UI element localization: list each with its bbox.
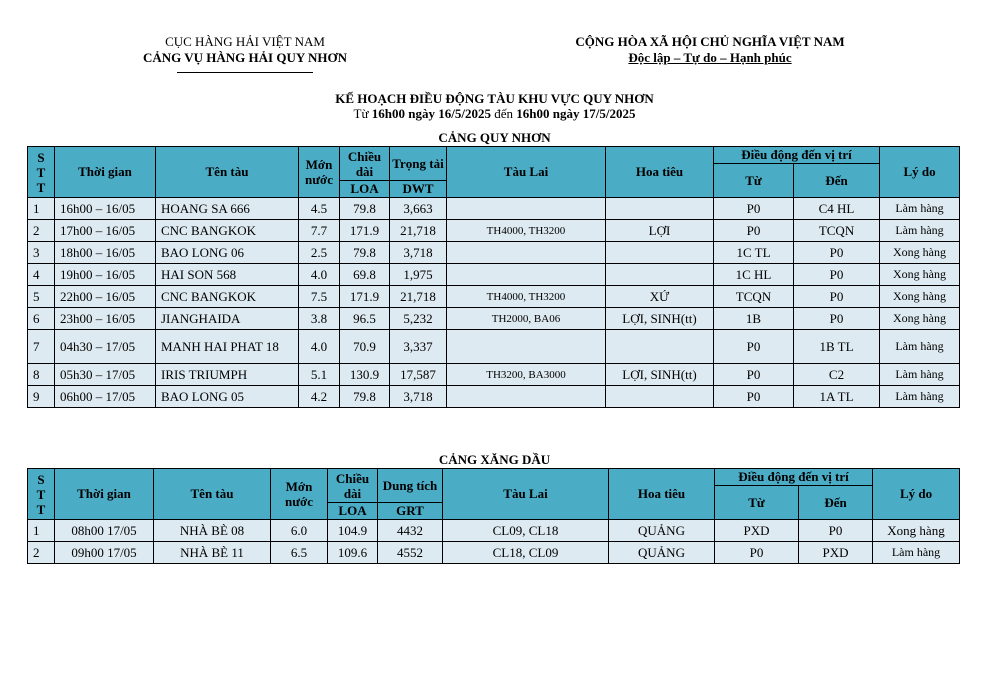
col-tug: Tàu Lai <box>443 469 609 520</box>
pilot-cell <box>606 242 714 264</box>
col-draft: Mớn nước <box>299 147 340 198</box>
ship-name-cell: CNC BANGKOK <box>156 220 299 242</box>
col-length: Chiều dài <box>328 469 378 503</box>
draft-cell: 4.0 <box>299 264 340 286</box>
col-tonnage-unit: DWT <box>390 181 447 198</box>
stt-cell: 9 <box>28 386 55 408</box>
time-cell: 16h00 – 16/05 <box>55 198 156 220</box>
pilot-cell: QUẢNG <box>609 542 715 564</box>
loa-cell: 104.9 <box>328 520 378 542</box>
tug-cell <box>447 330 606 364</box>
tug-cell <box>447 198 606 220</box>
tug-cell: TH2000, BA06 <box>447 308 606 330</box>
from-cell: P0 <box>715 542 799 564</box>
from-cell: 1C HL <box>714 264 794 286</box>
grt-cell: 4432 <box>378 520 443 542</box>
subtitle-prefix: Từ <box>353 106 372 121</box>
table-row <box>28 386 960 408</box>
ship-name-cell: HOANG SA 666 <box>156 198 299 220</box>
pilot-cell: XỨ <box>606 286 714 308</box>
port1-title: CẢNG QUY NHƠN <box>438 130 551 145</box>
to-cell: PXD <box>799 542 873 564</box>
table-row <box>28 242 960 264</box>
tug-cell <box>447 386 606 408</box>
col-to: Đến <box>799 486 873 520</box>
reason-cell: Làm hàng <box>880 220 960 242</box>
port1-table <box>27 146 960 408</box>
col-tug: Tàu Lai <box>447 147 606 198</box>
to-cell: 1A TL <box>794 386 880 408</box>
tug-cell <box>447 242 606 264</box>
reason-cell: Xong hàng <box>880 242 960 264</box>
col-pilot: Hoa tiêu <box>609 469 715 520</box>
col-reason: Lý do <box>880 147 960 198</box>
grt-cell: 4552 <box>378 542 443 564</box>
pilot-cell <box>606 330 714 364</box>
time-cell: 22h00 – 16/05 <box>55 286 156 308</box>
time-cell: 09h00 17/05 <box>55 542 154 564</box>
pilot-cell: LỢI <box>606 220 714 242</box>
col-stt: S T T <box>28 147 55 198</box>
subtitle-to: 16h00 ngày 17/5/2025 <box>516 106 636 121</box>
tug-cell: CL09, CL18 <box>443 520 609 542</box>
from-cell: P0 <box>714 386 794 408</box>
stt-cell: 4 <box>28 264 55 286</box>
from-cell: TCQN <box>714 286 794 308</box>
table-row <box>28 264 960 286</box>
ship-name-cell: IRIS TRIUMPH <box>156 364 299 386</box>
reason-cell: Làm hàng <box>880 330 960 364</box>
pilot-cell <box>606 198 714 220</box>
subtitle-from: 16h00 ngày 16/5/2025 <box>371 106 491 121</box>
agency-name: CỤC HÀNG HẢI VIỆT NAM <box>165 34 325 49</box>
table-row <box>28 308 960 330</box>
draft-cell: 2.5 <box>299 242 340 264</box>
loa-cell: 171.9 <box>340 220 390 242</box>
to-cell: P0 <box>794 308 880 330</box>
col-ship: Tên tàu <box>154 469 271 520</box>
document-title: KẾ HOẠCH ĐIỀU ĐỘNG TÀU KHU VỰC QUY NHƠN <box>335 91 654 106</box>
stt-cell: 8 <box>28 364 55 386</box>
loa-cell: 79.8 <box>340 242 390 264</box>
stt-cell: 6 <box>28 308 55 330</box>
time-cell: 06h00 – 17/05 <box>55 386 156 408</box>
to-cell: P0 <box>794 286 880 308</box>
col-reason: Lý do <box>873 469 960 520</box>
stt-cell: 5 <box>28 286 55 308</box>
to-cell: C2 <box>794 364 880 386</box>
port-authority-name: CẢNG VỤ HÀNG HẢI QUY NHƠN <box>142 50 348 65</box>
stt-cell: 1 <box>28 520 55 542</box>
reason-cell: Xong hàng <box>873 520 960 542</box>
reason-cell: Xong hàng <box>880 308 960 330</box>
col-pilot: Hoa tiêu <box>606 147 714 198</box>
to-cell: C4 HL <box>794 198 880 220</box>
reason-cell: Làm hàng <box>880 364 960 386</box>
tug-cell: TH3200, BA3000 <box>447 364 606 386</box>
table-row <box>28 364 960 386</box>
dwt-cell: 3,663 <box>390 198 447 220</box>
loa-cell: 130.9 <box>340 364 390 386</box>
ship-name-cell: MANH HAI PHAT 18 <box>156 330 299 364</box>
col-length: Chiều dài <box>340 147 390 181</box>
col-stt: S T T <box>28 469 55 520</box>
col-length-unit: LOA <box>328 503 378 520</box>
dwt-cell: 21,718 <box>390 286 447 308</box>
draft-cell: 4.0 <box>299 330 340 364</box>
table-row <box>28 220 960 242</box>
col-time: Thời gian <box>55 147 156 198</box>
to-cell: P0 <box>794 242 880 264</box>
draft-cell: 6.5 <box>271 542 328 564</box>
header-divider <box>177 72 313 73</box>
ship-name-cell: NHÀ BÈ 11 <box>154 542 271 564</box>
draft-cell: 6.0 <box>271 520 328 542</box>
loa-cell: 69.8 <box>340 264 390 286</box>
reason-cell: Làm hàng <box>873 542 960 564</box>
table-row <box>28 520 960 542</box>
from-cell: P0 <box>714 220 794 242</box>
reason-cell: Làm hàng <box>880 198 960 220</box>
table-row <box>28 330 960 364</box>
pilot-cell: LỢI, SINH(tt) <box>606 308 714 330</box>
from-cell: 1C TL <box>714 242 794 264</box>
dwt-cell: 17,587 <box>390 364 447 386</box>
loa-cell: 171.9 <box>340 286 390 308</box>
to-cell: TCQN <box>794 220 880 242</box>
loa-cell: 79.8 <box>340 198 390 220</box>
time-cell: 04h30 – 17/05 <box>55 330 156 364</box>
loa-cell: 79.8 <box>340 386 390 408</box>
draft-cell: 7.5 <box>299 286 340 308</box>
col-tonnage: Trọng tải <box>390 147 447 181</box>
tug-cell: CL18, CL09 <box>443 542 609 564</box>
to-cell: 1B TL <box>794 330 880 364</box>
col-ship: Tên tàu <box>156 147 299 198</box>
tug-cell <box>447 264 606 286</box>
dwt-cell: 3,718 <box>390 242 447 264</box>
country-name: CỘNG HÒA XÃ HỘI CHỦ NGHĨA VIỆT NAM <box>575 34 845 49</box>
table-row <box>28 198 960 220</box>
time-cell: 17h00 – 16/05 <box>55 220 156 242</box>
ship-name-cell: NHÀ BÈ 08 <box>154 520 271 542</box>
stt-cell: 2 <box>28 542 55 564</box>
document-subtitle <box>0 106 989 122</box>
national-motto: Độc lập – Tự do – Hạnh phúc <box>628 50 792 65</box>
from-cell: P0 <box>714 198 794 220</box>
col-to: Đến <box>794 164 880 198</box>
time-cell: 23h00 – 16/05 <box>55 308 156 330</box>
col-capacity: Dung tích <box>378 469 443 503</box>
stt-cell: 1 <box>28 198 55 220</box>
pilot-cell <box>606 264 714 286</box>
from-cell: P0 <box>714 364 794 386</box>
from-cell: 1B <box>714 308 794 330</box>
ship-name-cell: CNC BANGKOK <box>156 286 299 308</box>
reason-cell: Làm hàng <box>880 386 960 408</box>
tug-cell: TH4000, TH3200 <box>447 286 606 308</box>
loa-cell: 70.9 <box>340 330 390 364</box>
col-from: Từ <box>714 164 794 198</box>
time-cell: 19h00 – 16/05 <box>55 264 156 286</box>
col-length-unit: LOA <box>340 181 390 198</box>
dwt-cell: 3,337 <box>390 330 447 364</box>
tug-cell: TH4000, TH3200 <box>447 220 606 242</box>
draft-cell: 4.5 <box>299 198 340 220</box>
reason-cell: Xong hàng <box>880 286 960 308</box>
agency-header <box>120 34 370 73</box>
ship-name-cell: BAO LONG 06 <box>156 242 299 264</box>
dwt-cell: 1,975 <box>390 264 447 286</box>
stt-cell: 2 <box>28 220 55 242</box>
port2-title: CẢNG XĂNG DẦU <box>438 452 551 467</box>
time-cell: 18h00 – 16/05 <box>55 242 156 264</box>
time-cell: 08h00 17/05 <box>55 520 154 542</box>
port2-table <box>27 468 960 564</box>
national-header <box>520 34 900 66</box>
pilot-cell: QUẢNG <box>609 520 715 542</box>
dwt-cell: 21,718 <box>390 220 447 242</box>
col-draft: Mớn nước <box>271 469 328 520</box>
to-cell: P0 <box>799 520 873 542</box>
to-cell: P0 <box>794 264 880 286</box>
time-cell: 05h30 – 17/05 <box>55 364 156 386</box>
from-cell: PXD <box>715 520 799 542</box>
loa-cell: 96.5 <box>340 308 390 330</box>
pilot-cell: LỢI, SINH(tt) <box>606 364 714 386</box>
stt-cell: 3 <box>28 242 55 264</box>
col-move: Điều động đến vị trí <box>714 147 880 164</box>
ship-name-cell: BAO LONG 05 <box>156 386 299 408</box>
reason-cell: Xong hàng <box>880 264 960 286</box>
subtitle-mid: đến <box>490 106 517 121</box>
col-time: Thời gian <box>55 469 154 520</box>
loa-cell: 109.6 <box>328 542 378 564</box>
from-cell: P0 <box>714 330 794 364</box>
pilot-cell <box>606 386 714 408</box>
draft-cell: 4.2 <box>299 386 340 408</box>
col-capacity-unit: GRT <box>378 503 443 520</box>
stt-cell: 7 <box>28 330 55 364</box>
draft-cell: 7.7 <box>299 220 340 242</box>
col-move: Điều động đến vị trí <box>715 469 873 486</box>
draft-cell: 5.1 <box>299 364 340 386</box>
draft-cell: 3.8 <box>299 308 340 330</box>
dwt-cell: 5,232 <box>390 308 447 330</box>
col-from: Từ <box>715 486 799 520</box>
dwt-cell: 3,718 <box>390 386 447 408</box>
table-row <box>28 542 960 564</box>
table-row <box>28 286 960 308</box>
ship-name-cell: JIANGHAIDA <box>156 308 299 330</box>
ship-name-cell: HAI SON 568 <box>156 264 299 286</box>
